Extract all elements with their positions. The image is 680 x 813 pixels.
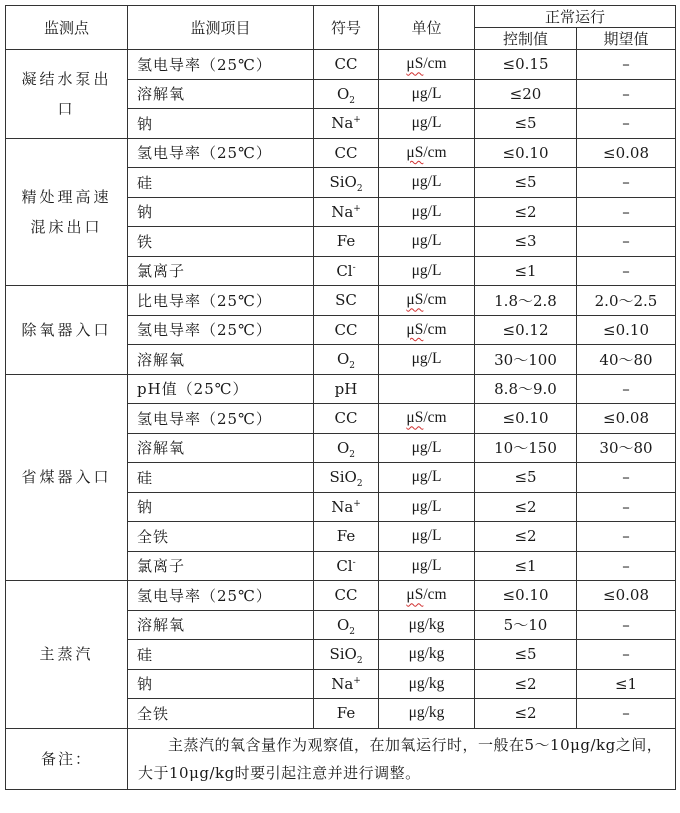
header-point: 监测点: [6, 6, 128, 50]
header-symbol: 符号: [314, 6, 379, 50]
table-row: [6, 138, 676, 168]
symbol: SiO$_2$: [314, 640, 379, 670]
unit: μg/kg: [379, 640, 475, 670]
monitoring-item: 氢电导率（25℃）: [128, 50, 314, 80]
monitoring-item: pH值（25℃）: [128, 374, 314, 404]
monitoring-point: 省煤器入口: [6, 374, 128, 581]
monitoring-item: 氢电导率（25℃）: [128, 138, 314, 168]
monitoring-point: 主蒸汽: [6, 581, 128, 729]
expected-value: –: [577, 197, 676, 227]
expected-value: –: [577, 463, 676, 493]
control-value: 10～150: [475, 433, 577, 463]
monitoring-item: 溶解氧: [128, 345, 314, 375]
symbol: Na+: [314, 492, 379, 522]
symbol: $O_2$: [314, 610, 379, 640]
header-control: 控制值: [475, 28, 577, 50]
unit: μS/cm: [379, 50, 475, 80]
control-value: ≤0.10: [475, 404, 577, 434]
header-unit: 单位: [379, 6, 475, 50]
monitoring-point: 除氧器入口: [6, 286, 128, 375]
note-cell: [128, 728, 676, 789]
expected-value: –: [577, 109, 676, 139]
unit: [379, 374, 475, 404]
control-value: 30～100: [475, 345, 577, 375]
expected-value: ≤0.08: [577, 581, 676, 611]
unit: μg/L: [379, 551, 475, 581]
monitoring-item: 硅: [128, 463, 314, 493]
unit: μg/L: [379, 492, 475, 522]
expected-value: –: [577, 374, 676, 404]
symbol: SC: [314, 286, 379, 316]
expected-value: –: [577, 168, 676, 198]
expected-value: –: [577, 227, 676, 257]
unit: μg/L: [379, 463, 475, 493]
unit: μg/L: [379, 256, 475, 286]
expected-value: 30～80: [577, 433, 676, 463]
monitoring-item: 氢电导率（25℃）: [128, 581, 314, 611]
symbol: Na+: [314, 109, 379, 139]
unit: μg/L: [379, 197, 475, 227]
symbol: SiO$_2$: [314, 168, 379, 198]
control-value: ≤1: [475, 551, 577, 581]
expected-value: –: [577, 551, 676, 581]
monitoring-item: 比电导率（25℃）: [128, 286, 314, 316]
monitoring-item: 全铁: [128, 522, 314, 552]
control-value: ≤5: [475, 109, 577, 139]
symbol: Fe: [314, 522, 379, 552]
control-value: ≤2: [475, 492, 577, 522]
unit: μg/L: [379, 109, 475, 139]
expected-value: –: [577, 640, 676, 670]
expected-value: –: [577, 522, 676, 552]
monitoring-item: 溶解氧: [128, 79, 314, 109]
control-value: ≤3: [475, 227, 577, 257]
expected-value: –: [577, 79, 676, 109]
unit: μS/cm: [379, 286, 475, 316]
control-value: ≤2: [475, 699, 577, 729]
unit: μS/cm: [379, 404, 475, 434]
control-value: ≤0.15: [475, 50, 577, 80]
symbol: Fe: [314, 699, 379, 729]
note-label: 备注：: [6, 728, 128, 789]
expected-value: ≤1: [577, 669, 676, 699]
control-value: ≤5: [475, 168, 577, 198]
monitoring-item: 溶解氧: [128, 433, 314, 463]
symbol: Na+: [314, 669, 379, 699]
unit: μg/kg: [379, 699, 475, 729]
header-normal-operation: 正常运行: [475, 6, 676, 28]
unit: μg/kg: [379, 610, 475, 640]
table-row: [6, 50, 676, 80]
symbol: CC: [314, 138, 379, 168]
symbol: $O_2$: [314, 433, 379, 463]
control-value: ≤0.10: [475, 138, 577, 168]
monitoring-item: 全铁: [128, 699, 314, 729]
expected-value: –: [577, 492, 676, 522]
control-value: 5～10: [475, 610, 577, 640]
symbol: CC: [314, 581, 379, 611]
expected-value: –: [577, 610, 676, 640]
symbol: SiO$_2$: [314, 463, 379, 493]
table-row: [6, 581, 676, 611]
symbol: Cl-: [314, 256, 379, 286]
expected-value: 40～80: [577, 345, 676, 375]
monitoring-item: 氯离子: [128, 256, 314, 286]
unit: μg/L: [379, 433, 475, 463]
note-text: 主蒸汽的氧含量作为观察值，在加氧运行时，一般在5～10μg/kg之间，大于10μg/kg时要引起注意并进行调整。: [138, 735, 663, 782]
table-body: [6, 50, 676, 729]
unit: μg/L: [379, 168, 475, 198]
expected-value: –: [577, 256, 676, 286]
monitoring-item: 硅: [128, 640, 314, 670]
control-value: ≤2: [475, 522, 577, 552]
control-value: ≤1: [475, 256, 577, 286]
unit: μS/cm: [379, 138, 475, 168]
symbol: $O_2$: [314, 79, 379, 109]
unit: μg/kg: [379, 669, 475, 699]
table-row: [6, 286, 676, 316]
table-row: [6, 374, 676, 404]
monitoring-point: 凝结水泵出口: [6, 50, 128, 139]
monitoring-item: 硅: [128, 168, 314, 198]
expected-value: ≤0.10: [577, 315, 676, 345]
control-value: ≤0.10: [475, 581, 577, 611]
control-value: ≤5: [475, 640, 577, 670]
symbol: Cl-: [314, 551, 379, 581]
monitoring-item: 钠: [128, 197, 314, 227]
expected-value: 2.0～2.5: [577, 286, 676, 316]
unit: μS/cm: [379, 315, 475, 345]
control-value: ≤0.12: [475, 315, 577, 345]
expected-value: –: [577, 50, 676, 80]
monitoring-item: 氢电导率（25℃）: [128, 315, 314, 345]
monitoring-item: 钠: [128, 669, 314, 699]
unit: μg/L: [379, 227, 475, 257]
unit: μg/L: [379, 79, 475, 109]
control-value: ≤2: [475, 669, 577, 699]
header-expected: 期望值: [577, 28, 676, 50]
symbol: CC: [314, 315, 379, 345]
symbol: $O_2$: [314, 345, 379, 375]
water-quality-table: [5, 5, 676, 790]
control-value: ≤2: [475, 197, 577, 227]
expected-value: ≤0.08: [577, 138, 676, 168]
monitoring-item: 氯离子: [128, 551, 314, 581]
symbol: Fe: [314, 227, 379, 257]
unit: μS/cm: [379, 581, 475, 611]
unit: μg/L: [379, 345, 475, 375]
symbol: pH: [314, 374, 379, 404]
monitoring-item: 钠: [128, 109, 314, 139]
expected-value: ≤0.08: [577, 404, 676, 434]
control-value: ≤20: [475, 79, 577, 109]
monitoring-item: 铁: [128, 227, 314, 257]
symbol: CC: [314, 404, 379, 434]
monitoring-item: 钠: [128, 492, 314, 522]
unit: μg/L: [379, 522, 475, 552]
monitoring-point: 精处理高速混床出口: [6, 138, 128, 286]
symbol: CC: [314, 50, 379, 80]
monitoring-item: 溶解氧: [128, 610, 314, 640]
header-item: 监测项目: [128, 6, 314, 50]
control-value: ≤5: [475, 463, 577, 493]
monitoring-item: 氢电导率（25℃）: [128, 404, 314, 434]
control-value: 1.8～2.8: [475, 286, 577, 316]
expected-value: –: [577, 699, 676, 729]
symbol: Na+: [314, 197, 379, 227]
control-value: 8.8～9.0: [475, 374, 577, 404]
